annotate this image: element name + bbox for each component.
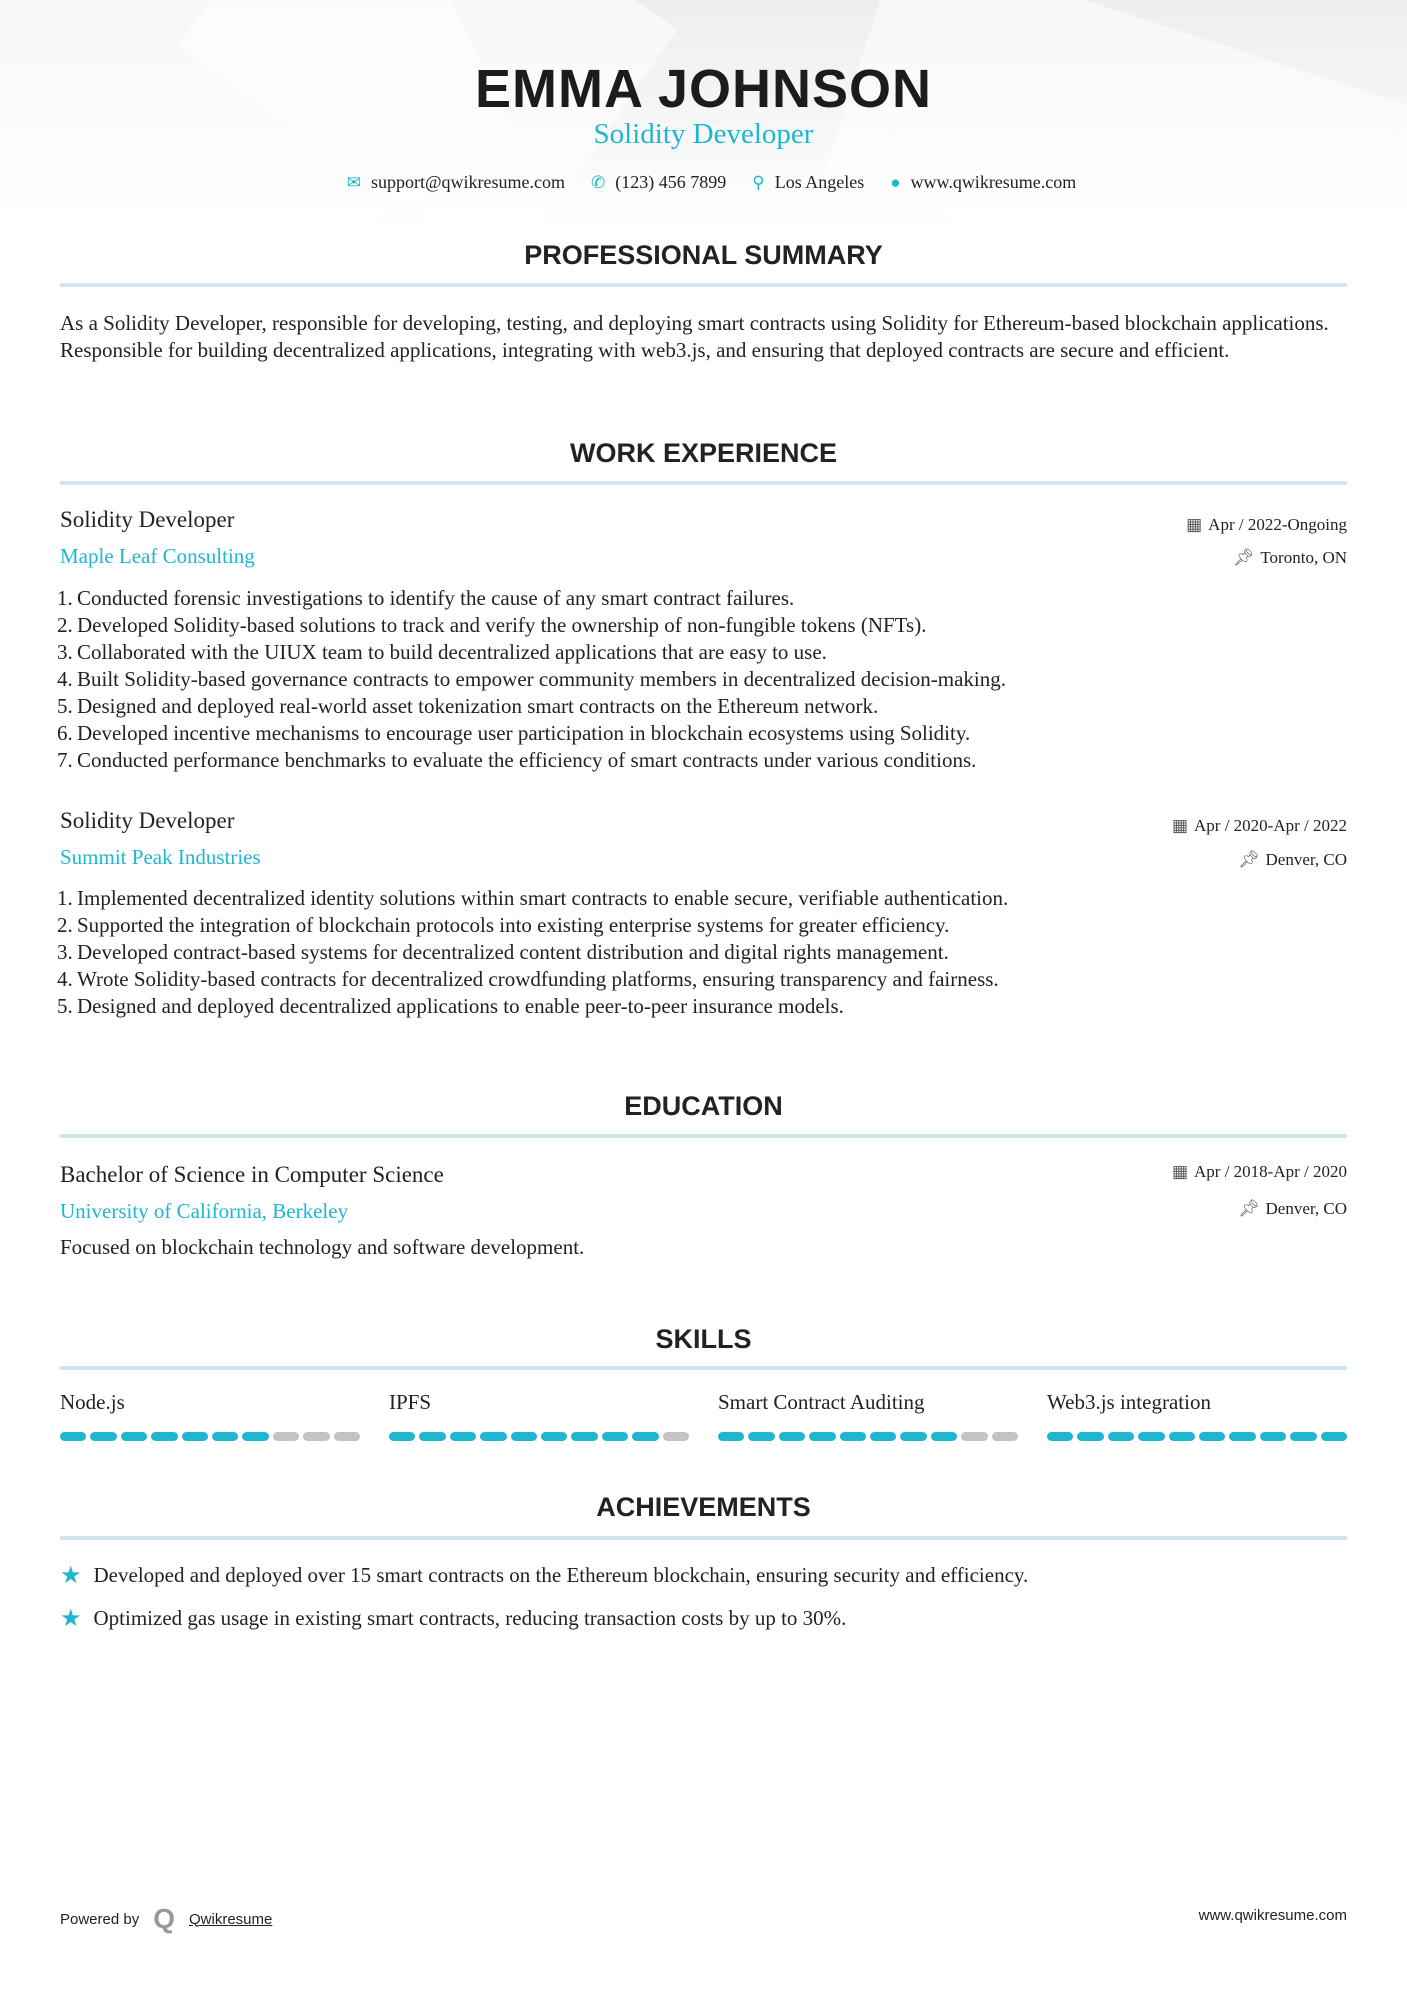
skill-segment-filled (748, 1432, 774, 1441)
dates-text: Apr / 2018-Apr / 2020 (1194, 1162, 1347, 1181)
achievements-heading: ACHIEVEMENTS (596, 1492, 811, 1522)
skill-segment-empty (992, 1432, 1018, 1441)
skill-segment-empty (334, 1432, 360, 1441)
job-dates (1186, 515, 1347, 535)
skill-segment-filled (632, 1432, 658, 1441)
pin-icon: 📌︎ (1237, 850, 1260, 869)
email-link[interactable]: support@qwikresume.com (370, 172, 565, 192)
skill-segment-filled (870, 1432, 896, 1441)
pin-icon: 📌︎ (1237, 1199, 1260, 1218)
calendar-icon: ▦ (1186, 515, 1203, 534)
divider (60, 283, 1347, 287)
footer-website[interactable]: www.qwikresume.com (1198, 1907, 1347, 1924)
skill-segment-filled (60, 1432, 86, 1441)
divider (60, 1366, 1347, 1370)
list-item: 5. Designed and deployed real-world asset tokenization smart contracts on the Ethereum network. (57, 694, 879, 718)
contact-bar (0, 172, 1407, 193)
candidate-role: Solidity Developer (593, 118, 814, 150)
skill-level-bar (718, 1432, 1018, 1441)
achievement-item (60, 1604, 846, 1633)
skill-item (718, 1390, 1018, 1441)
globe-icon: ● (890, 172, 901, 192)
skills-heading: SKILLS (655, 1324, 752, 1354)
skill-segment-filled (602, 1432, 628, 1441)
powered-by-text: Powered by (60, 1910, 140, 1928)
skill-segment-filled (511, 1432, 537, 1441)
job-title: Solidity Developer (60, 808, 235, 833)
skill-name: Node.js (60, 1390, 125, 1414)
skill-segment-filled (1169, 1432, 1195, 1441)
job-bullets (57, 885, 1347, 1020)
location-text: Denver, CO (1265, 850, 1347, 869)
phone-icon: ✆ (591, 172, 606, 192)
education-dates (1172, 1162, 1347, 1182)
list-item: 4. Built Solidity-based governance contracts to empower community members in decentralized decision-making. (57, 667, 1006, 691)
brand-link[interactable]: Qwikresume (189, 1910, 273, 1928)
education-heading: EDUCATION (624, 1091, 783, 1121)
footer-powered (60, 1903, 272, 1935)
skill-segment-empty (663, 1432, 689, 1441)
skill-segment-empty (273, 1432, 299, 1441)
job-dates (1172, 816, 1347, 836)
skill-name: Web3.js integration (1047, 1390, 1211, 1414)
skill-segment-filled (1229, 1432, 1255, 1441)
skill-name: IPFS (389, 1390, 432, 1414)
skill-segment-filled (389, 1432, 415, 1441)
list-item: 1. Implemented decentralized identity solutions within smart contracts to enable secure, verifiable authentication. (57, 886, 1009, 910)
list-item: 7. Conducted performance benchmarks to evaluate the efficiency of smart contracts under various conditions. (57, 748, 977, 772)
company-name: Summit Peak Industries (60, 845, 261, 869)
skill-segment-filled (151, 1432, 177, 1441)
list-item: 5. Designed and deployed decentralized applications to enable peer-to-peer insurance models. (57, 994, 844, 1018)
skill-segment-filled (541, 1432, 567, 1441)
list-item: 1. Conducted forensic investigations to identify the cause of any smart contract failures. (57, 586, 795, 610)
job-title: Solidity Developer (60, 507, 235, 532)
phone-text: (123) 456 7899 (615, 172, 727, 192)
list-item: 3. Collaborated with the UIUX team to build decentralized applications that are easy to use. (57, 640, 827, 664)
list-item: 6. Developed incentive mechanisms to encourage user participation in blockchain ecosystems using Solidity. (57, 721, 971, 745)
map-pin-icon: ⚲ (752, 172, 765, 192)
school-name: University of California, Berkeley (60, 1199, 349, 1223)
candidate-name: EMMA JOHNSON (474, 59, 933, 119)
skill-segment-filled (779, 1432, 805, 1441)
skill-level-bar (1047, 1432, 1347, 1441)
education-location (1238, 1199, 1347, 1219)
skill-segment-filled (931, 1432, 957, 1441)
divider (60, 1134, 1347, 1138)
skill-segment-filled (1199, 1432, 1225, 1441)
education-description: Focused on blockchain technology and software development. (60, 1235, 585, 1259)
list-item: 4. Wrote Solidity-based contracts for decentralized crowdfunding platforms, ensuring transparency and fairness. (57, 967, 999, 991)
skill-item (1047, 1390, 1347, 1441)
skill-segment-filled (840, 1432, 866, 1441)
skill-segment-filled (450, 1432, 476, 1441)
location-text: Toronto, ON (1260, 548, 1347, 567)
job-location (1238, 850, 1347, 870)
pin-icon: 📌︎ (1232, 548, 1255, 567)
achievement-item (60, 1561, 1028, 1590)
star-icon: ★ (60, 1606, 82, 1632)
skill-level-bar (60, 1432, 360, 1441)
skill-segment-filled (900, 1432, 926, 1441)
envelope-icon: ✉ (346, 172, 361, 192)
skill-segment-filled (121, 1432, 147, 1441)
dates-text: Apr / 2022-Ongoing (1208, 515, 1347, 534)
qwikresume-logo-icon: Q (153, 1903, 175, 1934)
job-bullets (57, 585, 1347, 774)
summary-text: As a Solidity Developer, responsible for developing, testing, and deploying smart contracts using Solidity for Ethereum-based blockchain applications. Responsible for building decentralized applications, integrating with web3.js, and ensuring that deployed contracts are secure and efficient. (60, 311, 1329, 362)
dates-text: Apr / 2020-Apr / 2022 (1194, 816, 1347, 835)
divider (60, 481, 1347, 485)
company-name: Maple Leaf Consulting (60, 544, 255, 568)
skill-segment-filled (212, 1432, 238, 1441)
skill-name: Smart Contract Auditing (718, 1390, 925, 1414)
skill-segment-filled (1138, 1432, 1164, 1441)
skill-segment-filled (1108, 1432, 1134, 1441)
skill-segment-filled (809, 1432, 835, 1441)
skill-segment-filled (90, 1432, 116, 1441)
skill-segment-filled (182, 1432, 208, 1441)
website-link[interactable]: www.qwikresume.com (910, 172, 1077, 192)
location-text: Denver, CO (1265, 1199, 1347, 1218)
work-heading: WORK EXPERIENCE (569, 438, 838, 468)
skill-segment-filled (242, 1432, 268, 1441)
skill-segment-filled (480, 1432, 506, 1441)
achievement-text: Developed and deployed over 15 smart contracts on the Ethereum blockchain, ensuring security and efficiency. (93, 1563, 1029, 1587)
skill-segment-filled (419, 1432, 445, 1441)
skill-segment-filled (571, 1432, 597, 1441)
star-icon: ★ (60, 1563, 82, 1589)
skill-segment-filled (1260, 1432, 1286, 1441)
skill-level-bar (389, 1432, 689, 1441)
skill-segment-empty (961, 1432, 987, 1441)
summary-heading: PROFESSIONAL SUMMARY (524, 240, 883, 270)
location-text: Los Angeles (774, 172, 865, 192)
list-item: 2. Supported the integration of blockchain protocols into existing enterprise systems for greater efficiency. (57, 913, 950, 937)
skill-segment-filled (1077, 1432, 1103, 1441)
divider (60, 1536, 1347, 1540)
calendar-icon: ▦ (1171, 816, 1189, 835)
skill-segment-filled (1321, 1432, 1347, 1441)
degree: Bachelor of Science in Computer Science (60, 1162, 444, 1187)
list-item: 3. Developed contract-based systems for decentralized content distribution and digital rights management. (57, 940, 949, 964)
job-location (1233, 548, 1347, 568)
achievement-text: Optimized gas usage in existing smart contracts, reducing transaction costs by up to 30%. (93, 1606, 847, 1630)
skill-segment-filled (718, 1432, 744, 1441)
skill-segment-filled (1047, 1432, 1073, 1441)
skill-item (389, 1390, 689, 1441)
skill-segment-empty (303, 1432, 329, 1441)
skill-segment-filled (1290, 1432, 1316, 1441)
list-item: 2. Developed Solidity-based solutions to track and verify the ownership of non-fungible tokens (NFTs). (57, 613, 927, 637)
calendar-icon: ▦ (1171, 1162, 1189, 1181)
skill-item (60, 1390, 360, 1441)
